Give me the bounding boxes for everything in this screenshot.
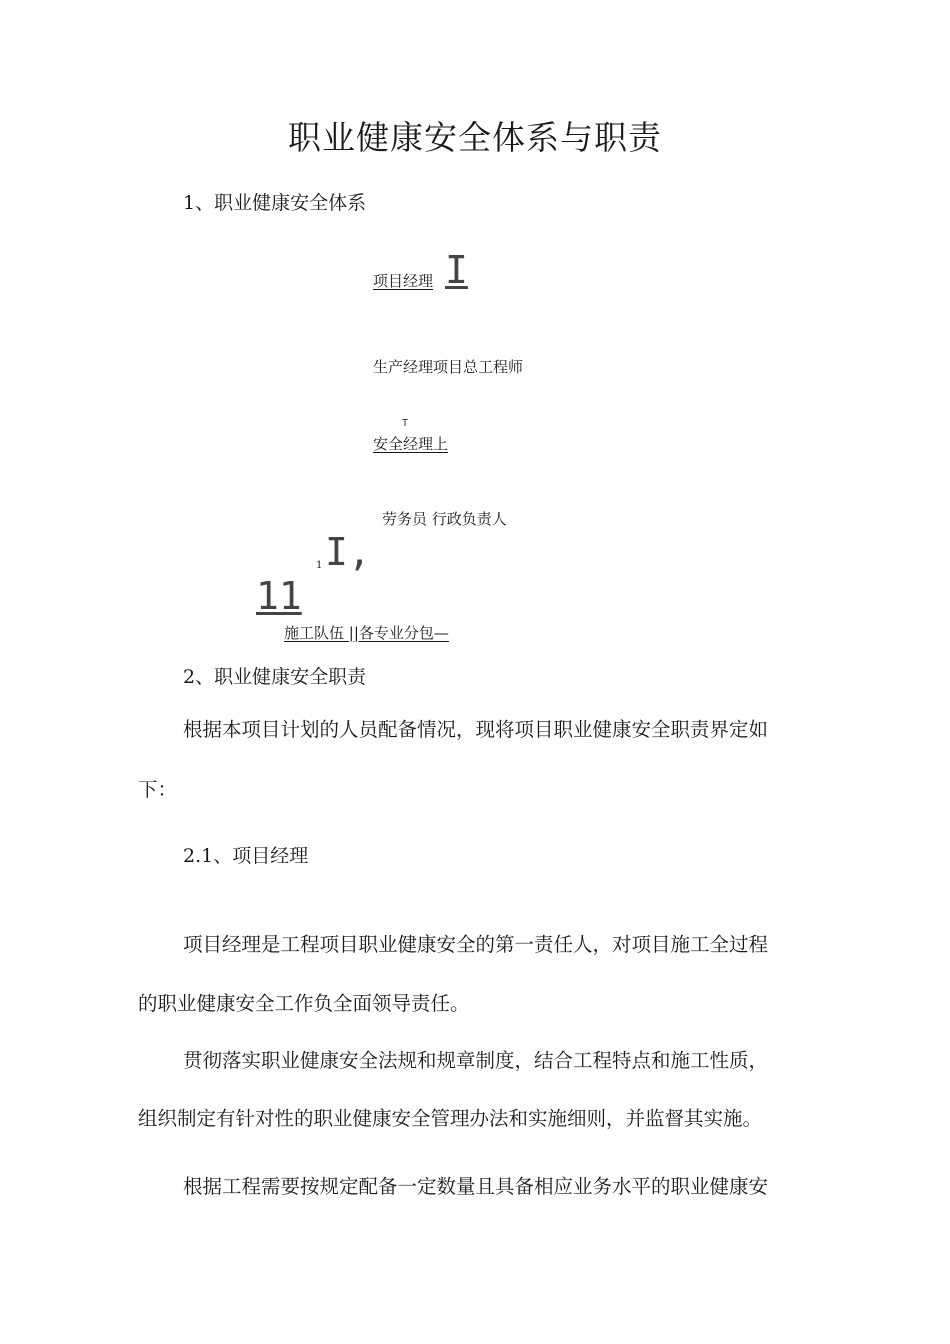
paragraph-3-line-1: 根据工程需要按规定配备一定数量且具备相应业务水平的职业健康安 [183,1175,769,1198]
org-connector-small-mark: T [402,418,409,429]
org-node-project-manager: 项目经理 [373,272,434,290]
org-node-row-2: 生产经理项目总工程师 [373,358,524,376]
org-node-safety-manager: 安全经理上 [373,435,449,453]
paragraph-2-line-2: 组织制定有针对性的职业健康安全管理办法和实施细则，并监督其实施。 [138,1107,763,1130]
org-node-row-4: 劳务员 行政负责人 [382,510,507,528]
intro-paragraph-line-1: 根据本项目计划的人员配备情况，现将项目职业健康安全职责界定如 [183,718,769,741]
org-connector-sup: 1 [316,560,323,571]
section-2-heading: 2、职业健康安全职责 [183,666,367,688]
subsection-heading: 2.1、项目经理 [183,845,309,867]
page-title: 职业健康安全体系与职责 [288,118,662,157]
paragraph-1-line-2: 的职业健康安全工作负全面领导责任。 [138,992,470,1015]
section-1-heading: 1、职业健康安全体系 [183,192,367,214]
org-connector-mark: I [445,248,468,292]
intro-paragraph-line-2: 下： [138,778,178,801]
org-connector-big-mark: I, [325,530,371,574]
org-node-bottom-row: 施工队伍 ||各专业分包— [284,624,449,642]
paragraph-1-line-1: 项目经理是工程项目职业健康安全的第一责任人，对项目施工全过程 [183,933,769,956]
org-connector-11-mark: 11 [256,574,302,618]
paragraph-2-line-1: 贯彻落实职业健康安全法规和规章制度，结合工程特点和施工性质， [183,1049,769,1072]
